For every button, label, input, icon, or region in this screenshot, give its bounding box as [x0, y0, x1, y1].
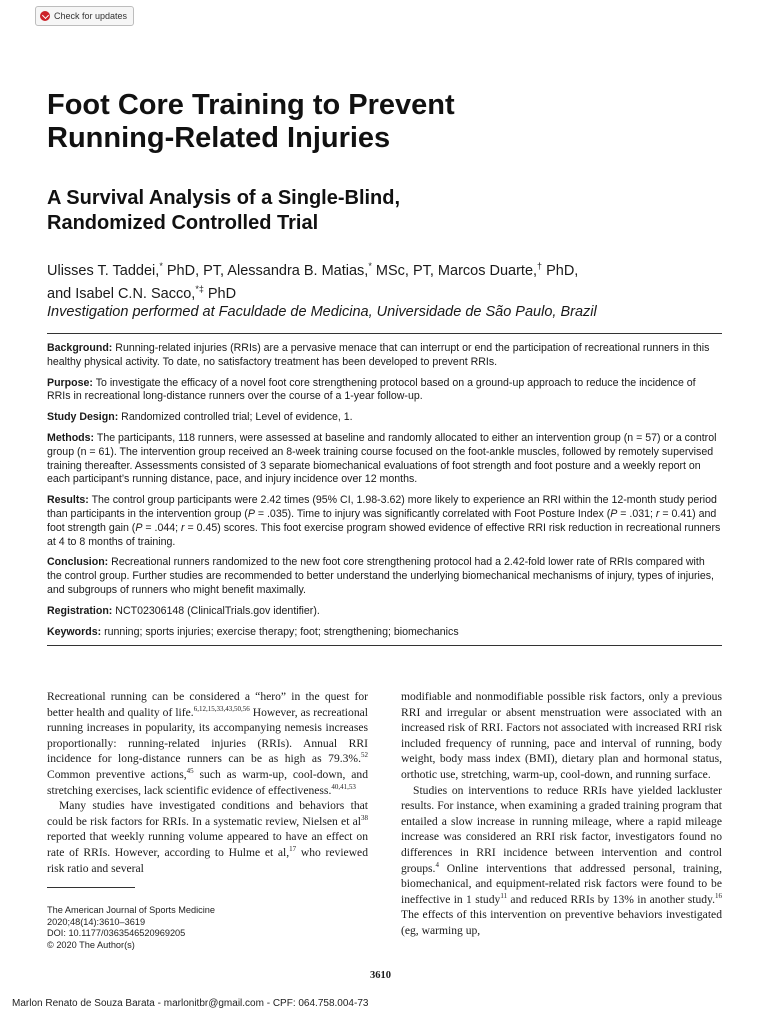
- section-text: = .044;: [142, 521, 182, 534]
- title-line-1: Foot Core Training to Prevent: [47, 89, 455, 121]
- body-paragraph: [401, 689, 722, 783]
- section-label: Background:: [47, 342, 113, 354]
- stat-symbol: P: [247, 507, 255, 520]
- author-name: Ulisses T. Taddei,: [47, 262, 160, 279]
- journal-info: [47, 905, 215, 951]
- author-name: MSc, PT, Marcos Duarte,: [371, 262, 538, 279]
- check-for-updates-badge[interactable]: [35, 6, 134, 26]
- citation-ref: 11: [500, 891, 508, 900]
- abstract-keywords: [47, 626, 722, 640]
- abstract-study-design: [47, 411, 722, 425]
- section-text: The participants, 118 runners, were assessed at baseline and randomly allocated to either an intervention group (n = 57) or a control group (n = 61). The intervention group received an 8-week training course focused on the foot-ankle muscles, followed by remotely supervised training thereafter. Assessments consisted of 3 separate biomechanical evaluations of foot strength and foot posture and a weekly report on each participant’s running distance, pace, and injury incidence over 12 months.: [47, 431, 717, 486]
- author-list: [47, 257, 727, 321]
- author-name: and Isabel C.N. Sacco,: [47, 285, 196, 302]
- body-paragraph: [47, 689, 368, 798]
- body-text: such as warm-up, cool-down, and stretching exercises, lack scientific evidence of effectiveness.: [47, 767, 368, 797]
- abstract-methods: [47, 432, 722, 487]
- body-column-left: [47, 689, 368, 876]
- body-text: However, as recreational running increases in popularity, its accompanying nemesis increases proportionally: running-related injuries (RRIs). Annual RRI incidence for long-distance runners can be as high as 79.3%.: [47, 705, 368, 766]
- body-text: Studies on interventions to reduce RRIs have yielded lackluster results. For instance, when examining a graded training program that entailed a slow increase in running mileage, where a rapid mileage increase was considered an RRI risk factor, investigators found no differences in RRI incidence between intervention and control groups.: [401, 783, 722, 875]
- section-label: Purpose:: [47, 376, 93, 389]
- abstract: [47, 333, 722, 646]
- body-text: and reduced RRIs by 13% in another study.: [507, 892, 715, 906]
- journal-copyright: © 2020 The Author(s): [47, 939, 135, 950]
- abstract-results: [47, 494, 722, 549]
- journal-citation: 2020;48(14):3610–3619: [47, 916, 146, 927]
- body-text: Many studies have investigated conditions and behaviors that could be risk factors for RRIs. In a systematic review, Nielsen et al: [47, 799, 368, 828]
- stat-symbol: P: [135, 521, 143, 534]
- author-name: PhD, PT, Alessandra B. Matias,: [162, 262, 369, 279]
- section-label: Results:: [47, 494, 89, 507]
- body-text: reported that weekly running volume appeared to have an effect on rate of RRIs. However, according to Hulme et al,: [47, 830, 368, 859]
- page-number: 3610: [370, 970, 391, 981]
- section-label: Registration:: [47, 604, 113, 617]
- stat-symbol: P: [610, 507, 618, 520]
- section-text: Recreational runners randomized to the new foot core strengthening protocol had a 2.42-fold lower rate of RRIs compared with the control group. Further studies are recommended to better understand the underlying biomechanical mechanisms of injury, types of injuries, and subgroups of runners who might benefit maximally.: [47, 556, 714, 596]
- check-updates-icon: [40, 11, 50, 21]
- body-text: who reviewed risk ratio and several: [47, 845, 368, 875]
- section-text: = .035). Time to injury was significantly correlated with Foot Posture Index (: [254, 507, 611, 520]
- abstract-background: [47, 342, 722, 370]
- section-label: Methods:: [47, 431, 95, 444]
- body-paragraph: [401, 783, 722, 939]
- section-text: The control group participants were 2.42 times (95% CI, 1.98-3.62) more likely to experience an RRI within the 12-month study period than participants in the intervention group (: [47, 494, 717, 520]
- citation-ref: 45: [186, 767, 194, 776]
- section-text: Running-related injuries (RRIs) are a pervasive menace that can interrupt or end the participation of recreational runners in this healthy physical activity. To date, no satisfactory treatment has been developed to prevent RRIs.: [47, 342, 710, 368]
- body-text: Common preventive actions,: [47, 767, 187, 781]
- affiliation-mark: *: [159, 261, 163, 271]
- body-text: The effects of this intervention on preventive behaviors investigated (eg, warming up,: [401, 908, 722, 937]
- download-watermark: Marlon Renato de Souza Barata - marlonitbr@gmail.com - CPF: 064.758.004-73: [12, 998, 369, 1009]
- affiliation-mark: *: [368, 261, 372, 271]
- section-text: NCT02306148 (ClinicalTrials.gov identifier).: [115, 604, 320, 617]
- section-label: Keywords:: [47, 625, 102, 638]
- section-text: = 0.41) and foot strength gain (: [47, 507, 717, 534]
- subtitle-line-2: Randomized Controlled Trial: [47, 212, 319, 234]
- body-text: Recreational running can be considered a “hero” in the quest for better health and quality of life.: [47, 690, 368, 719]
- affiliation-mark: *‡: [195, 283, 204, 294]
- journal-doi: DOI: 10.1177/0363546520969205: [47, 928, 186, 939]
- abstract-conclusion: [47, 556, 722, 597]
- citation-ref: 40,41,53: [331, 782, 356, 791]
- section-text: To investigate the efficacy of a novel foot core strengthening protocol based on a ground-up approach to reduce the incidence of RRIs in recreational long-distance runners over the course of a 1-year follow-up.: [47, 376, 696, 403]
- title-line-2: Running-Related Injuries: [47, 122, 391, 154]
- body-column-right: [401, 689, 722, 939]
- citation-ref: 6,12,15,33,43,50,56: [193, 704, 250, 713]
- section-text: = .031;: [617, 507, 656, 520]
- citation-ref: 38: [361, 813, 368, 822]
- abstract-purpose: [47, 377, 722, 405]
- section-text: running; sports injuries; exercise therapy; foot; strengthening; biomechanics: [104, 625, 459, 638]
- citation-ref: 16: [715, 891, 722, 900]
- body-text: modifiable and nonmodifiable possible risk factors, only a previous RRI and irregular or absent menstruation were associated with an increased risk of RRI. Factors not associated with increased RRI risk included frequency of running, pace and interval of running, body weight, body mass index (BMI), dietary plan and hormonal status, orthotic use, stretching, warm-up, cool-down, and running surface.: [401, 690, 722, 781]
- badge-label: Check for updates: [54, 11, 128, 21]
- stat-symbol: r: [655, 507, 660, 520]
- citation-ref: 17: [289, 845, 297, 854]
- author-name: PhD,: [542, 262, 579, 279]
- stat-symbol: r: [181, 521, 185, 534]
- subtitle-line-1: A Survival Analysis of a Single-Blind,: [47, 187, 401, 209]
- footnote-divider: [47, 887, 135, 888]
- institution-note: Investigation performed at Faculdade de Medicina, Universidade de São Paulo, Brazil: [47, 303, 597, 320]
- article-title: [47, 89, 647, 155]
- abstract-registration: [47, 605, 722, 619]
- affiliation-mark: †: [537, 261, 543, 271]
- section-text: Randomized controlled trial; Level of evidence, 1.: [121, 411, 353, 424]
- section-label: Study Design:: [47, 411, 119, 424]
- body-text: Online interventions that addressed personal, training, biomechanical, and equipment-related risk factors were found to be ineffective in 1 study: [401, 861, 722, 906]
- body-paragraph: [47, 798, 368, 876]
- citation-ref: 4: [435, 860, 439, 869]
- section-label: Conclusion:: [47, 556, 109, 569]
- article-subtitle: [47, 186, 647, 236]
- section-text: = 0.45) scores. This foot exercise program showed evidence of effective RRI risk reduction in recreational runners at 4 to 8 months of training.: [47, 521, 721, 548]
- citation-ref: 52: [361, 751, 368, 760]
- journal-name: The American Journal of Sports Medicine: [47, 905, 216, 915]
- author-name: PhD: [203, 285, 237, 302]
